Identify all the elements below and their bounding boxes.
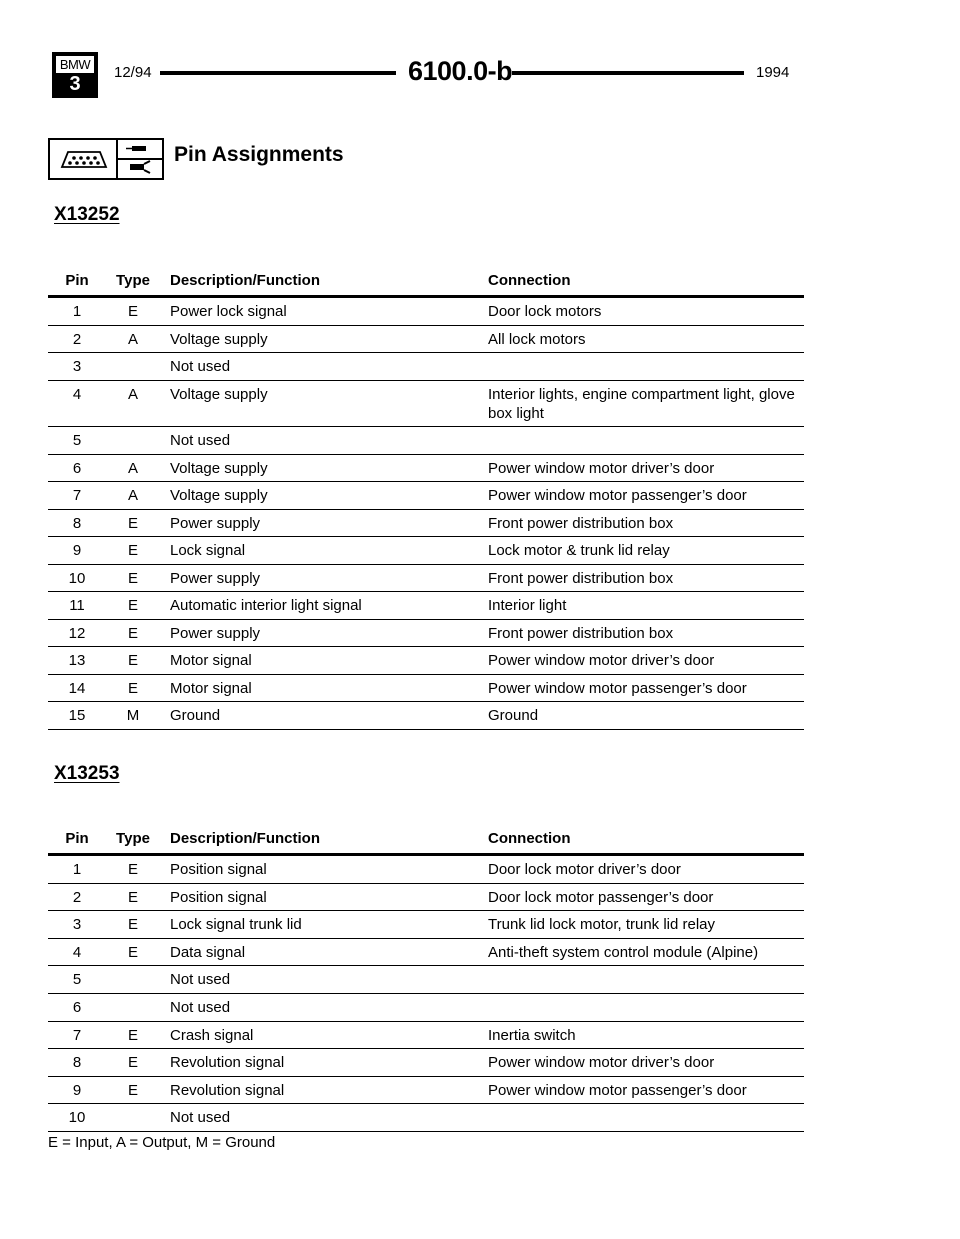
table-row (48, 1049, 804, 1077)
bmw-3-series-logo (52, 52, 98, 98)
description-cell: Power supply (170, 624, 261, 642)
type-cell: E (127, 514, 138, 532)
pin-cell: 2 (72, 888, 82, 906)
description-cell: Position signal (170, 861, 267, 878)
pin-cell: 13 (68, 652, 86, 669)
table-row (48, 482, 804, 510)
pin-cell: 9 (72, 1081, 82, 1099)
description-cell: Power supply (170, 569, 261, 587)
pin-cell: 3 (72, 916, 82, 933)
type-cell: E (127, 597, 138, 614)
table-row (48, 537, 804, 565)
description-cell: Lock signal trunk lid (170, 916, 302, 933)
description-cell: Ground (170, 707, 221, 724)
connector-title: X13253 (54, 763, 120, 784)
pin-cell: 6 (72, 459, 82, 477)
connector-plug-icon (50, 140, 116, 178)
connection-cell: Inertia switch (488, 1026, 576, 1044)
description-cell: Lock signal (170, 542, 246, 559)
connection-cell: Power window motor passenger’s door (488, 679, 747, 697)
pin-cell: 5 (72, 432, 82, 449)
pin-table (48, 268, 804, 730)
table-row (48, 939, 804, 967)
table-row (48, 856, 804, 884)
description-cell: Revolution signal (170, 1054, 285, 1071)
column-header-pin: Pin (65, 830, 89, 847)
description-cell: Position signal (170, 888, 267, 906)
logo-brand-text: BMW (56, 56, 94, 73)
header-rule-right (512, 71, 744, 75)
description-cell: Voltage supply (170, 459, 268, 477)
connection-cell: All lock motors (488, 330, 586, 348)
connection-cell: Power window motor passenger’s door (488, 1081, 747, 1099)
pin-cell: 10 (68, 1109, 86, 1126)
connection-cell: Power window motor driver’s door (488, 652, 715, 669)
type-cell: A (127, 487, 138, 504)
pin-cell: 9 (72, 542, 82, 559)
table-row (48, 1077, 804, 1105)
description-cell: Not used (170, 998, 231, 1016)
description-cell: Voltage supply (170, 330, 268, 348)
pin-cell: 1 (72, 303, 82, 320)
document-code: 6100.0-b (408, 56, 513, 86)
pin-cell: 5 (72, 971, 82, 988)
description-cell: Power lock signal (170, 303, 287, 320)
connection-cell: Power window motor driver’s door (488, 1054, 715, 1071)
table-row (48, 455, 804, 483)
pin-cell: 1 (72, 861, 82, 878)
section-title: Pin Assignments (174, 143, 344, 166)
connection-cell: Trunk lid lock motor, trunk lid relay (488, 916, 716, 933)
header-date: 12/94 (114, 64, 152, 81)
table-row (48, 565, 804, 593)
pin-cell: 2 (72, 330, 82, 348)
table-row (48, 647, 804, 675)
table-row (48, 427, 804, 455)
table-row (48, 1022, 804, 1050)
pin-cell: 15 (68, 707, 86, 724)
column-header-connection: Connection (488, 830, 571, 847)
type-cell: E (127, 1054, 138, 1071)
column-header-description: Description/Function (170, 272, 320, 289)
column-header-connection: Connection (488, 272, 571, 289)
pin-cell: 8 (72, 1054, 82, 1071)
pin-cell: 12 (68, 624, 86, 642)
pin-cell: 4 (72, 385, 82, 403)
connection-cell: Anti-theft system control module (Alpine) (488, 943, 759, 961)
connection-cell: Power window motor driver’s door (488, 459, 715, 477)
connection-cell: Front power distribution box (488, 569, 674, 587)
connection-cell: Door lock motor passenger’s door (488, 888, 714, 906)
description-cell: Automatic interior light signal (170, 597, 362, 614)
type-cell: E (127, 624, 138, 642)
logo-series-text: 3 (69, 73, 81, 95)
pin-cell: 3 (72, 358, 82, 375)
connector-icon-box (48, 138, 164, 180)
pin-table (48, 826, 804, 1132)
pin-cell: 14 (68, 679, 86, 697)
description-cell: Not used (170, 1109, 231, 1126)
column-header-type: Type (116, 830, 150, 847)
type-cell: E (127, 861, 138, 878)
table-row (48, 911, 804, 939)
table-header (48, 268, 804, 298)
connection-cell: Interior lights, engine compartment light, glove box light (488, 385, 795, 422)
type-legend: E = Input, A = Output, M = Ground (48, 1134, 276, 1151)
table-row (48, 381, 804, 428)
type-cell: E (127, 1026, 138, 1044)
table-row (48, 326, 804, 354)
table-row (48, 620, 804, 648)
type-cell: E (127, 943, 138, 961)
description-cell: Revolution signal (170, 1081, 285, 1099)
description-cell: Data signal (170, 943, 246, 961)
description-cell: Not used (170, 358, 231, 375)
type-cell: M (126, 707, 140, 724)
table-row (48, 510, 804, 538)
connection-cell: Door lock motor driver’s door (488, 861, 681, 878)
type-cell: A (127, 330, 138, 348)
type-cell: E (127, 888, 138, 906)
column-header-pin: Pin (65, 272, 89, 289)
pin-cell: 8 (72, 514, 82, 532)
table-row (48, 298, 804, 326)
pin-cell: 7 (72, 1026, 82, 1044)
type-cell: E (127, 652, 138, 669)
description-cell: Not used (170, 432, 231, 449)
pin-cell: 7 (72, 487, 82, 504)
pin-symbol-icon (118, 140, 162, 178)
description-cell: Voltage supply (170, 487, 268, 504)
header-year: 1994 (756, 64, 790, 81)
type-cell: A (127, 459, 138, 477)
column-header-type: Type (116, 272, 150, 289)
type-cell: E (127, 916, 138, 933)
connection-cell: Power window motor passenger’s door (488, 487, 747, 504)
description-cell: Voltage supply (170, 385, 268, 403)
table-row (48, 592, 804, 620)
connection-cell: Lock motor & trunk lid relay (488, 542, 670, 559)
description-cell: Motor signal (170, 679, 252, 697)
description-cell: Motor signal (170, 652, 252, 669)
pin-cell: 4 (72, 943, 82, 961)
table-row (48, 675, 804, 703)
connection-cell: Front power distribution box (488, 514, 674, 532)
table-row (48, 884, 804, 912)
table-row (48, 353, 804, 381)
table-row (48, 1104, 804, 1132)
pin-cell: 6 (72, 998, 82, 1016)
connection-cell: Door lock motors (488, 303, 602, 320)
description-cell: Power supply (170, 514, 261, 532)
pin-cell: 11 (69, 597, 85, 614)
description-cell: Not used (170, 971, 231, 988)
type-cell: E (127, 569, 138, 587)
connection-cell: Ground (488, 707, 539, 724)
table-row (48, 994, 804, 1022)
table-row (48, 966, 804, 994)
connection-cell: Front power distribution box (488, 624, 674, 642)
connector-title: X13252 (54, 204, 120, 225)
type-cell: E (127, 679, 138, 697)
description-cell: Crash signal (170, 1026, 254, 1044)
table-header (48, 826, 804, 856)
table-row (48, 702, 804, 730)
type-cell: E (127, 1081, 138, 1099)
column-header-description: Description/Function (170, 830, 320, 847)
pin-cell: 10 (68, 569, 86, 587)
type-cell: A (127, 385, 138, 403)
type-cell: E (127, 303, 138, 320)
header-rule-left (160, 71, 396, 75)
type-cell: E (127, 542, 138, 559)
connection-cell: Interior light (488, 597, 567, 614)
